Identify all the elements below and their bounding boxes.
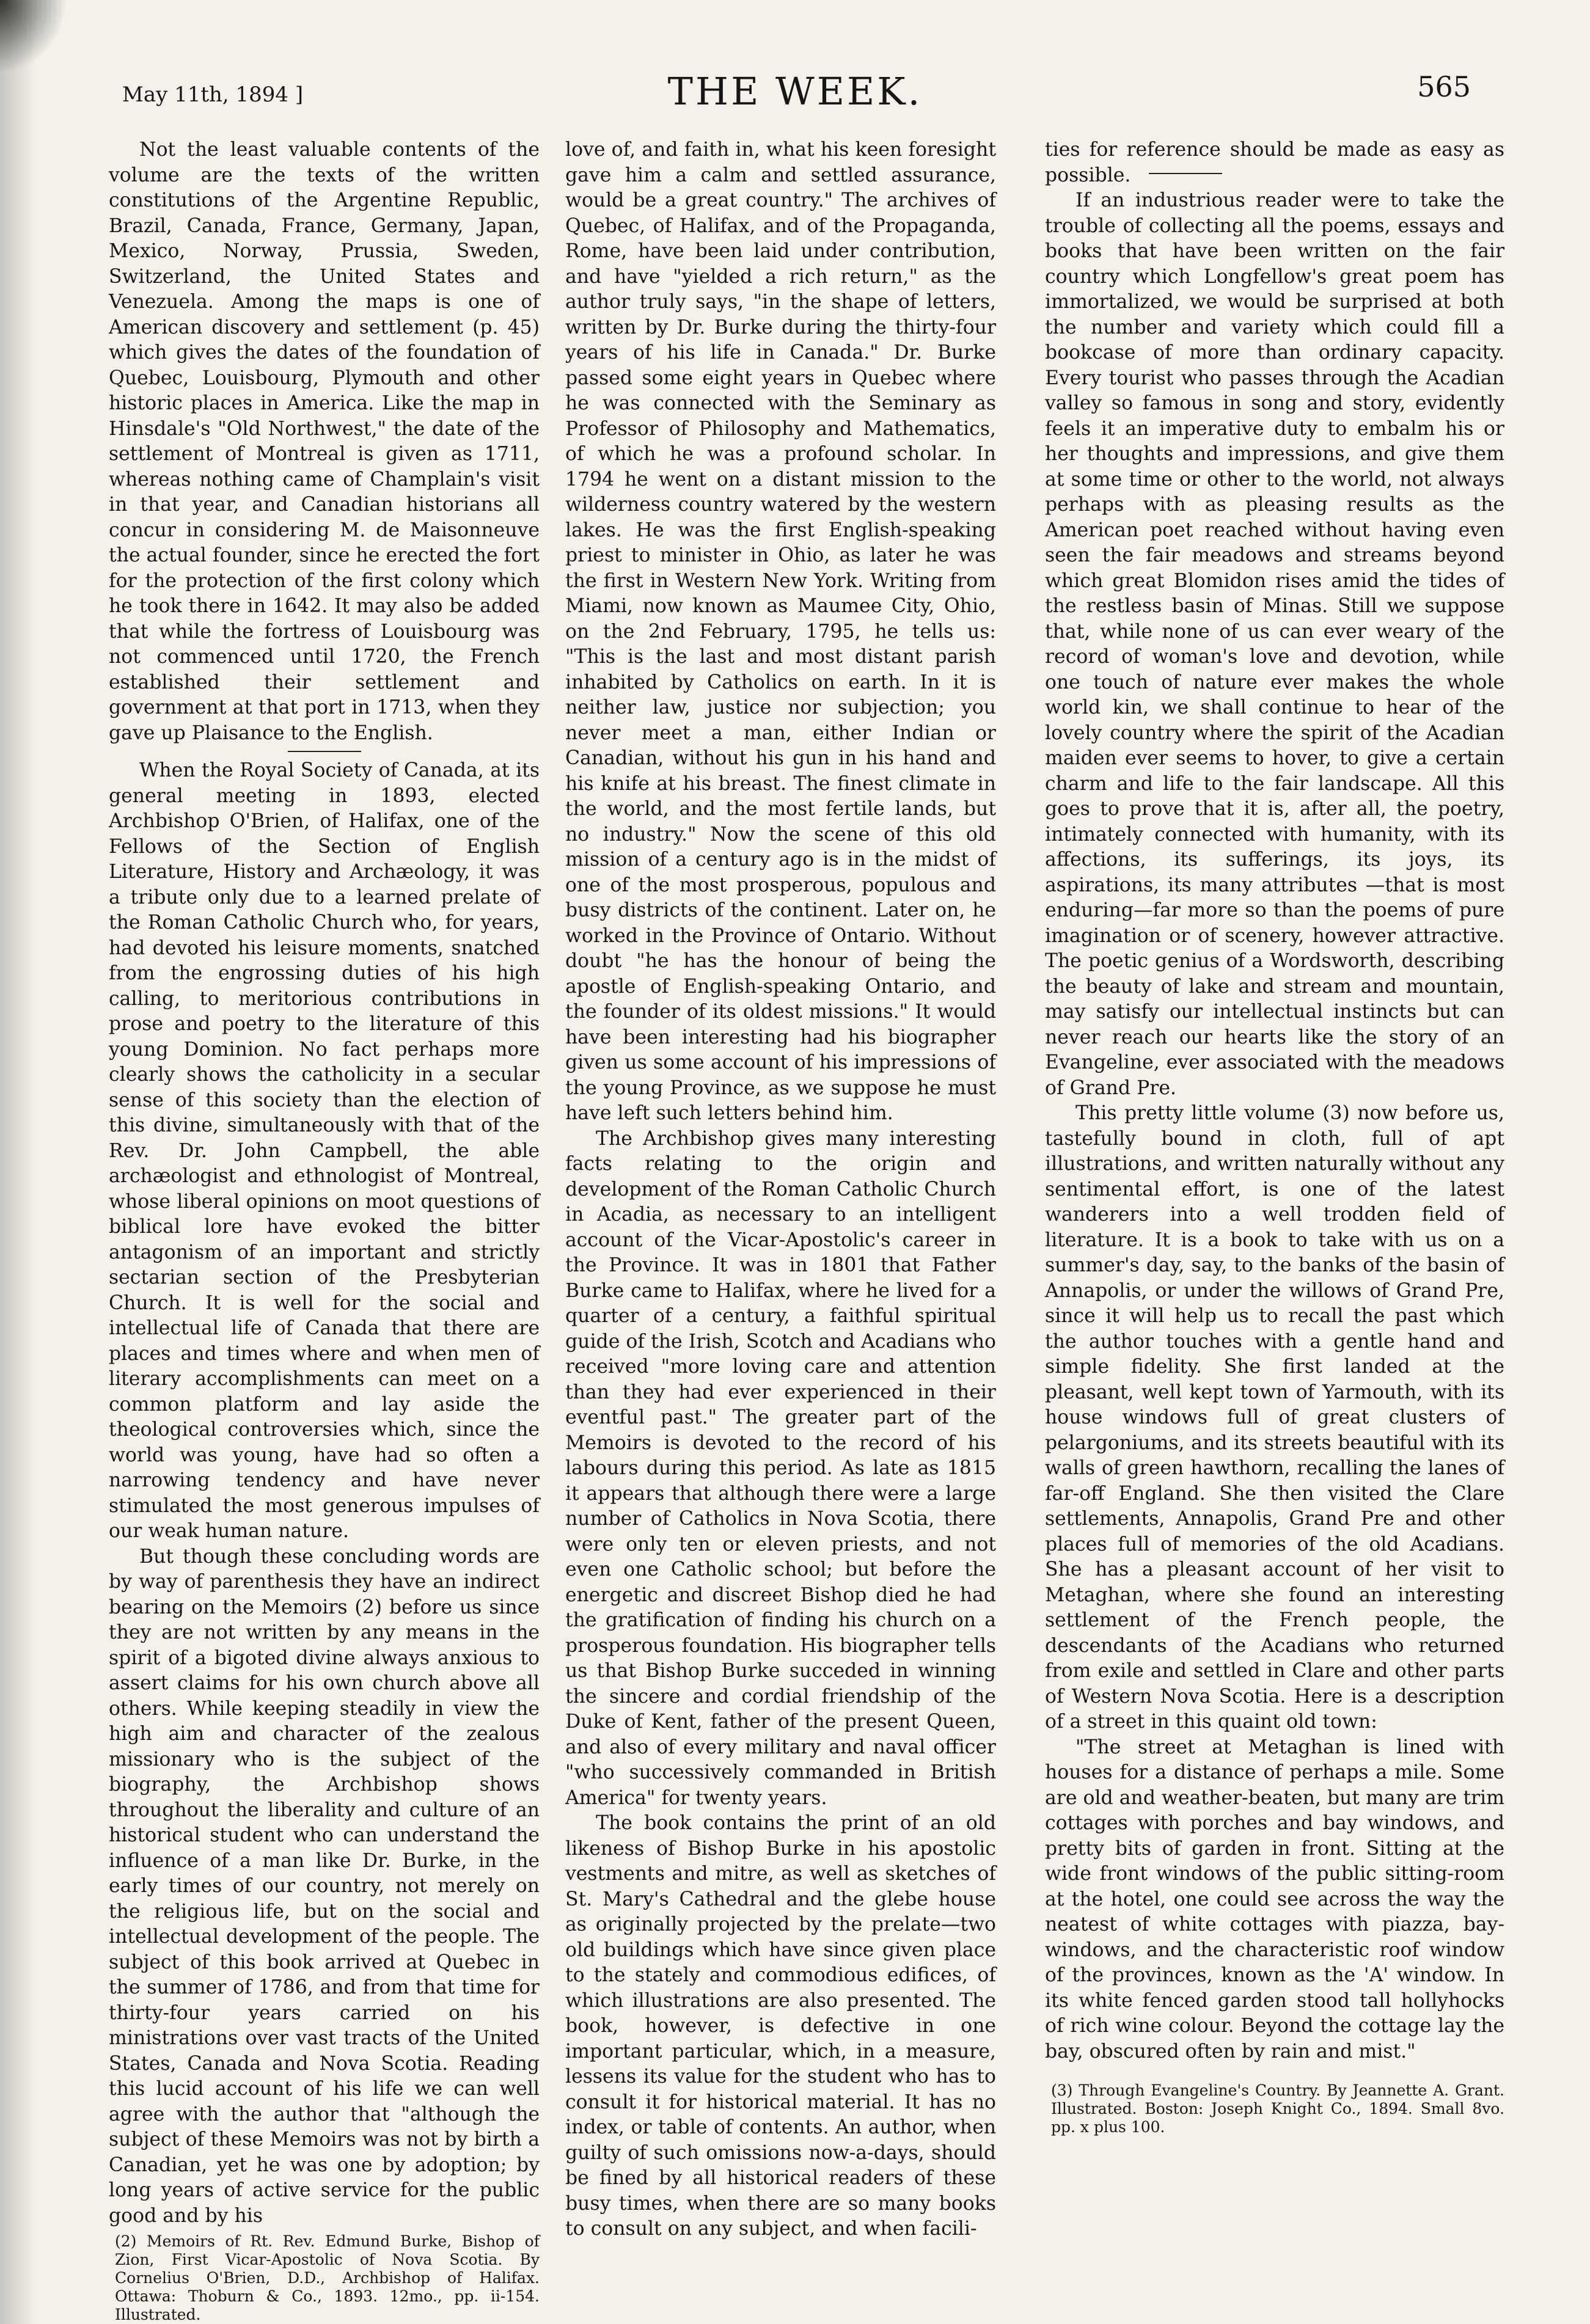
paragraph-little-volume: This pretty little volume (3) now before us, tastefully bound in cloth, full of apt illustrations, and written naturally without any sentimental effort, is one of the latest wanderers into a well trodden field of literature. It is a book to take with us on a summer's day, say, to the banks of the basin of Annapolis, or under the willows of Grand Pre, since it will help us to recall the past which the author touches with a gentle hand and simple fidelity. She first landed at the pleasant, well kept town of Yarmouth, with its house windows full of great clusters of pelargoniums, and its streets beautiful with its walls of green hawthorn, recalling the lanes of far-off England. She then visited the Clare settlements, Annapolis, Grand Pre and other places full of memories of the old Acadians. She has a pleasant account of her visit to Metaghan, where she found an interesting settlement of the French people, the descendants of the Acadians who returned from exile and settled in Clare and other parts of Western Nova Scotia. Here is a description of a street in this quaint old town: [1045, 1102, 1504, 1733]
section-divider [288, 751, 361, 752]
footnote-text: (2) Memoirs of Rt. Rev. Edmund Burke, Bishop of Zion, First Vicar-Apostolic of Nova Scotia. By Cornelius O'Brien, D.D., Archbishop of Halifax. Ottawa: Thoburn & Co., 1893. 12mo., pp. ii-154. Illustrated. [115, 2232, 540, 2323]
column-3 [1045, 137, 1504, 2257]
continuation-text: ties for reference should be made as easy as possible. [1045, 139, 1504, 186]
paragraph-church-acadia: The Archbishop gives many interesting facts relating to the origin and development of the Roman Catholic Church in Acadia, as necessary to an intelligent account of the Vicar-Apostolic's career in the Province. It was in 1801 that Father Burke came to Halifax, where he lived for a quarter of a century, a faithful spiritual guide of the Irish, Scotch and Acadians who received "more loving care and attention than they had ever experienced in their eventful past." The greater part of the Memoirs is devoted to the record of his labours during this period. As late as 1815 it appears that although there were a large number of Catholics in Nova Scotia, there were only ten or eleven priests, and not even one Catholic school; but before the energetic and discreet Bishop died he had the gratification of finding his church on a prosperous foundation. His biographer tells us that Bishop Burke succeded in winning the sincere and cordial friendship of the Duke of Kent, father of the present Queen, and also of every military and naval officer "who successively commanded in British America" for twenty years. [565, 1127, 996, 1809]
binding-shadow [0, 0, 37, 2324]
footnote-3 [1045, 2081, 1504, 2136]
footnote-text: (3) Through Evangeline's Country. By Jeannette A. Grant. Illustrated. Boston: Joseph Knight Co., 1894. Small 8vo. pp. x plus 100. [1051, 2081, 1504, 2136]
paragraph-royal-society: When the Royal Society of Canada, at its general meeting in 1893, elected Archbishop O'Brien, of Halifax, one of the Fellows of the Section of English Literature, History and Archæology, it was a tribute only due to a learned prelate of the Roman Catholic Church who, for years, had devoted his leisure moments, snatched from the engrossing duties of his high calling, to meritorious contributions in prose and poetry to the literature of this young Dominion. No fact perhaps more clearly shows the catholicity in a secular sense of this society than the election of this divine, simultaneously with that of the Rev. Dr. John Campbell, the able archæologist and ethnologist of Montreal, whose liberal opinions on moot questions of biblical lore have evoked the bitter antagonism of an important and strictly sectarian section of the Presbyterian Church. It is well for the social and intellectual life of Canada that there are places and times where and when men of literary accomplishments can meet on a common platform and lay aside the theological controversies which, since the world was young, have had so often a narrowing tendency and have never stimulated the most generous impulses of our weak human nature. [109, 759, 540, 1542]
page-header [0, 64, 1590, 119]
quote-metaghan: "The street at Metaghan is lined with houses for a distance of perhaps a mile. Some are old and weather-beaten, but many are trim cottages with porches and bay windows, and pretty bits of garden in front. Sitting at the wide front windows of the public sitting-room at the hotel, one could see across the way the neatest of white cottages with piazza, bay-windows, and the characteristic roof window of the provinces, known as the 'A' window. In its white fenced garden stood tall hollyhocks of rich wine colour. Beyond the cottage lay the bay, obscured often by rain and mist." [1045, 1736, 1504, 2063]
paragraph-memoirs: But though these concluding words are by way of parenthesis they have an indirect bearing on the Memoirs (2) before us since they are not written by any means in the spirit of a bigoted divine always anxious to assert claims for his own church above all others. While keeping steadily in view the high aim and character of the zealous missionary who is the subject of the biography, the Archbishop shows throughout the liberality and culture of an historical student who can understand the influence of a man like Dr. Burke, in the early times of our country, not merely on the religious life, but on the social and intellectual development of the people. The subject of this book arrived at Quebec in the summer of 1786, and from that time for thirty-four years carried on his ministrations over vast tracts of the United States, Canada and Nova Scotia. Reading this lucid account of his life we can well agree with the author that "although the subject of these Memoirs was not by birth a Canadian, yet he was one by adoption; by long years of active service for the public good and by his [109, 1545, 540, 2227]
paragraph-book-contents: The book contains the print of an old likeness of Bishop Burke in his apostolic vestments and mitre, as well as sketches of St. Mary's Cathedral and the glebe house as originally projected by the prelate—two old buildings which have since given place to the stately and commodious edifices, of which illustrations are also presented. The book, however, is defective in one important particular, which, in a measure, lessens its value for the student who has to consult it for historical material. It has no index, or table of contents. An author, when guilty of such omissions now-a-days, should be fined by all historical readers of these busy times, when there are so many books to consult on any subject, and when facili- [565, 1812, 996, 2240]
paragraph-continuation [1045, 137, 1504, 188]
issue-date: May 11th, 1894 ] [122, 82, 304, 107]
column-1 [109, 137, 540, 2323]
column-2 [565, 137, 996, 2257]
paragraph-evangeline-country: If an industrious reader were to take the trouble of collecting all the poems, essays and books that have been written on the fair country which Longfellow's great poem has immortalized, we would be surprised at both the number and variety which could fill a bookcase of more than ordinary capacity. Every tourist who passes through the Acadian valley so famous in song and story, evidently feels it an imperative duty to embalm his or her thoughts and impressions, and give them at some time or other to the world, not always perhaps with as pleasing results as the American poet reached without having even seen the fair meadows and streams beyond which great Blomidon rises amid the tides of the restless basin of Minas. Still we suppose that, while none of us can ever weary of the record of woman's love and devotion, while one touch of nature ever makes the whole world kin, we shall continue to hear of the lovely country where the spirit of the Acadian maiden ever seems to hover, to give a certain charm and life to the fair landscape. All this goes to prove that it is, after all, the poetry, intimately connected with humanity, with its affections, its sufferings, its joys, its aspirations, its many attributes —that is most enduring—far more so than the poems of pure imagination or of scenery, however attractive. The poetic genius of a Wordsworth, describing the beauty of lake and stream and mountain, may satisfy our intellectual instincts but can never reach our hearts like the story of an Evangeline, ever associated with the meadows of Grand Pre. [1045, 189, 1504, 1099]
page-number: 565 [1417, 70, 1471, 103]
footnote-2 [109, 2232, 540, 2324]
corner-smudge [0, 0, 67, 73]
section-divider [1149, 173, 1222, 174]
paragraph-burke-career: love of, and faith in, what his keen foresight gave him a calm and settled assurance, would be a great country." The archives of Quebec, of Halifax, and of the Propaganda, Rome, have been laid under contribution, and have "yielded a rich return," as the author truly says, "in the shape of letters, written by Dr. Burke during the thirty-four years of his life in Canada." Dr. Burke passed some eight years in Quebec where he was connected with the Seminary as Professor of Philosophy and Mathematics, of which he was a profound scholar. In 1794 he went on a distant mission to the wilderness country watered by the western lakes. He was the first English-speaking priest to minister in Ohio, as later he was the first in Western New York. Writing from Miami, now known as Maumee City, Ohio, on the 2nd February, 1795, he tells us: "This is the last and most distant parish inhabited by Catholics on earth. In it is neither law, justice nor subjection; you never meet a man, either Indian or Canadian, without his gun in his hand and his knife at his breast. The finest climate in the world, and the most fertile lands, but no industry." Now the scene of this old mission of a century ago is in the midst of one of the most prosperous, populous and busy districts of the continent. Later on, he worked in the Province of Ontario. Without doubt "he has the honour of being the apostle of English-speaking Ontario, and the founder of its oldest missions." It would have been interesting had his biographer given us some account of his impressions of the young Province, as we suppose he must have left such letters behind him. [565, 139, 996, 1124]
paragraph-constitutions: Not the least valuable contents of the volume are the texts of the written constitutions of the Argentine Republic, Brazil, Canada, France, Germany, Japan, Mexico, Norway, Prussia, Sweden, Switzerland, the United States and Venezuela. Among the maps is one of American discovery and settlement (p. 45) which gives the dates of the foundation of Quebec, Louisbourg, Plymouth and other historic places in America. Like the map in Hinsdale's "Old Northwest," the date of the settlement of Montreal is given as 1711, whereas nothing came of Champlain's visit in that year, and Canadian historians all concur in considering M. de Maisonneuve the actual founder, since he erected the fort for the protection of the first colony which he took there in 1642. It may also be added that while the fortress of Louisbourg was not commenced until 1720, the French established their settlement and government at that port in 1713, when they gave up Plaisance to the English. [109, 139, 540, 744]
publication-title: THE WEEK. [667, 69, 923, 114]
